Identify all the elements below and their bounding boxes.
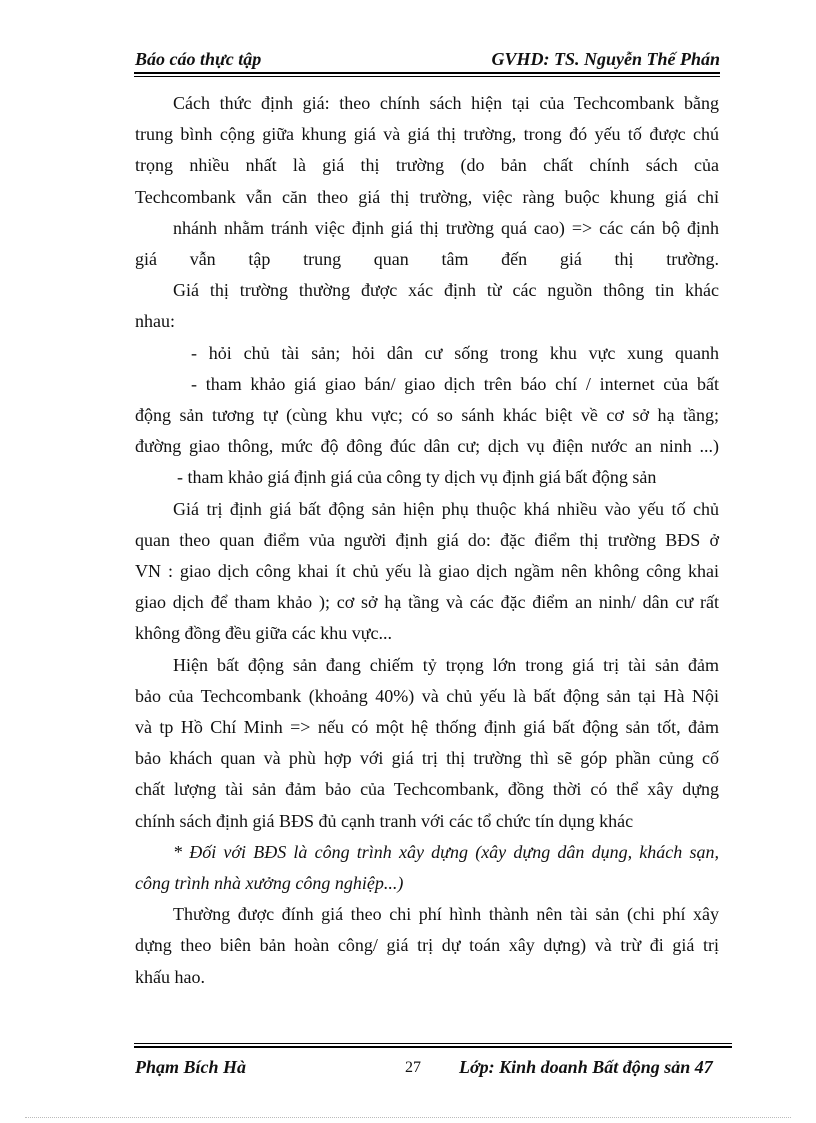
- body-line: chính sách định giá BĐS đủ cạnh tranh với các tổ chức tín dụng khác: [135, 810, 634, 831]
- page-number: 27: [405, 1059, 421, 1076]
- page-bottom-dotted-line: [25, 1117, 791, 1118]
- footer-class: Lớp: Kinh doanh Bất động sản 47: [459, 1057, 713, 1077]
- header-supervisor: GVHD: TS. Nguyễn Thế Phán: [491, 49, 720, 69]
- body-line: * Đối với BĐS là công trình xây dựng (xây dựng dân dụng, khách sạn,: [173, 841, 719, 862]
- footer-author: Phạm Bích Hà: [135, 1057, 247, 1077]
- body-line: trọng nhiều nhất là giá thị trường (do bản chất chính sách của: [135, 155, 719, 176]
- body-line: - hỏi chủ tài sản; hỏi dân cư sống trong khu vực xung quanh: [191, 342, 719, 363]
- body-line: dựng theo biên bản hoàn công/ giá trị dự toán xây dựng) và trừ đi giá trị: [135, 935, 719, 956]
- body-line: chất lượng tài sản đảm bảo của Techcombank, đồng thời có thể xây dựng: [135, 779, 719, 800]
- body-line: bảo khách quan và phù hợp với giá trị thị trường thì sẽ góp phần củng cố: [135, 748, 719, 769]
- body-line: Cách thức định giá: theo chính sách hiện tại của Techcombank bằng: [173, 93, 719, 113]
- body-line: giao dịch để tham khảo ); cơ sở hạ tầng và các đặc điểm an ninh/ dân cư rất: [135, 592, 719, 613]
- footer-rule: [134, 1043, 732, 1048]
- body-line: động sản tương tự (cùng khu vực; có so sánh khác biệt về cơ sở hạ tầng;: [135, 405, 719, 426]
- body-line: nhánh nhằm tránh việc định giá thị trường quá cao) => các cán bộ định: [173, 217, 719, 238]
- body-line: VN : giao dịch công khai ít chủ yếu là giao dịch ngầm nên không công khai: [135, 561, 719, 582]
- body-line: Thường được đính giá theo chi phí hình thành nên tài sản (chi phí xây: [173, 904, 719, 925]
- body-line: Techcombank vẫn căn theo giá thị trường, việc ràng buộc khung giá chỉ: [135, 186, 719, 207]
- body-line: - tham khảo giá giao bán/ giao dịch trên báo chí / internet của bất: [191, 373, 719, 394]
- body-line: không đồng đều giữa các khu vực...: [135, 623, 392, 644]
- body-line: công trình nhà xưởng công nghiệp...): [135, 873, 404, 894]
- body-line: Hiện bất động sản đang chiếm tỷ trọng lớn trong giá trị tài sản đảm: [173, 654, 719, 675]
- body-line: trung bình cộng giữa khung giá và giá thị trường, trong đó yếu tố được chú: [135, 124, 719, 145]
- body-line: nhau:: [135, 311, 175, 332]
- page-body: [135, 88, 719, 993]
- body-line: giá vẫn tập trung quan tâm đến giá thị trường.: [135, 249, 719, 270]
- body-line: quan theo quan điểm vủa người định giá do: đặc điểm thị trường BĐS ở: [135, 529, 719, 550]
- body-line: bảo của Techcombank (khoảng 40%) và chủ yếu là bất động sản tại Hà Nội: [135, 685, 719, 706]
- body-line: Giá trị định giá bất động sản hiện phụ thuộc khá nhiều vào yếu tố chủ: [173, 498, 719, 519]
- header-rule: [134, 72, 720, 77]
- body-line: và tp Hồ Chí Minh => nếu có một hệ thống định giá bất động sản tốt, đảm: [135, 717, 719, 738]
- body-line: khấu hao.: [135, 966, 205, 987]
- body-line: đường giao thông, mức độ đông đúc dân cư; dịch vụ điện nước an ninh ...): [135, 436, 719, 457]
- body-line: Giá thị trường thường được xác định từ các nguồn thông tin khác: [173, 280, 719, 301]
- header-report-title: Báo cáo thực tập: [135, 49, 262, 69]
- body-line: - tham khảo giá định giá của công ty dịch vụ định giá bất động sản: [177, 467, 657, 488]
